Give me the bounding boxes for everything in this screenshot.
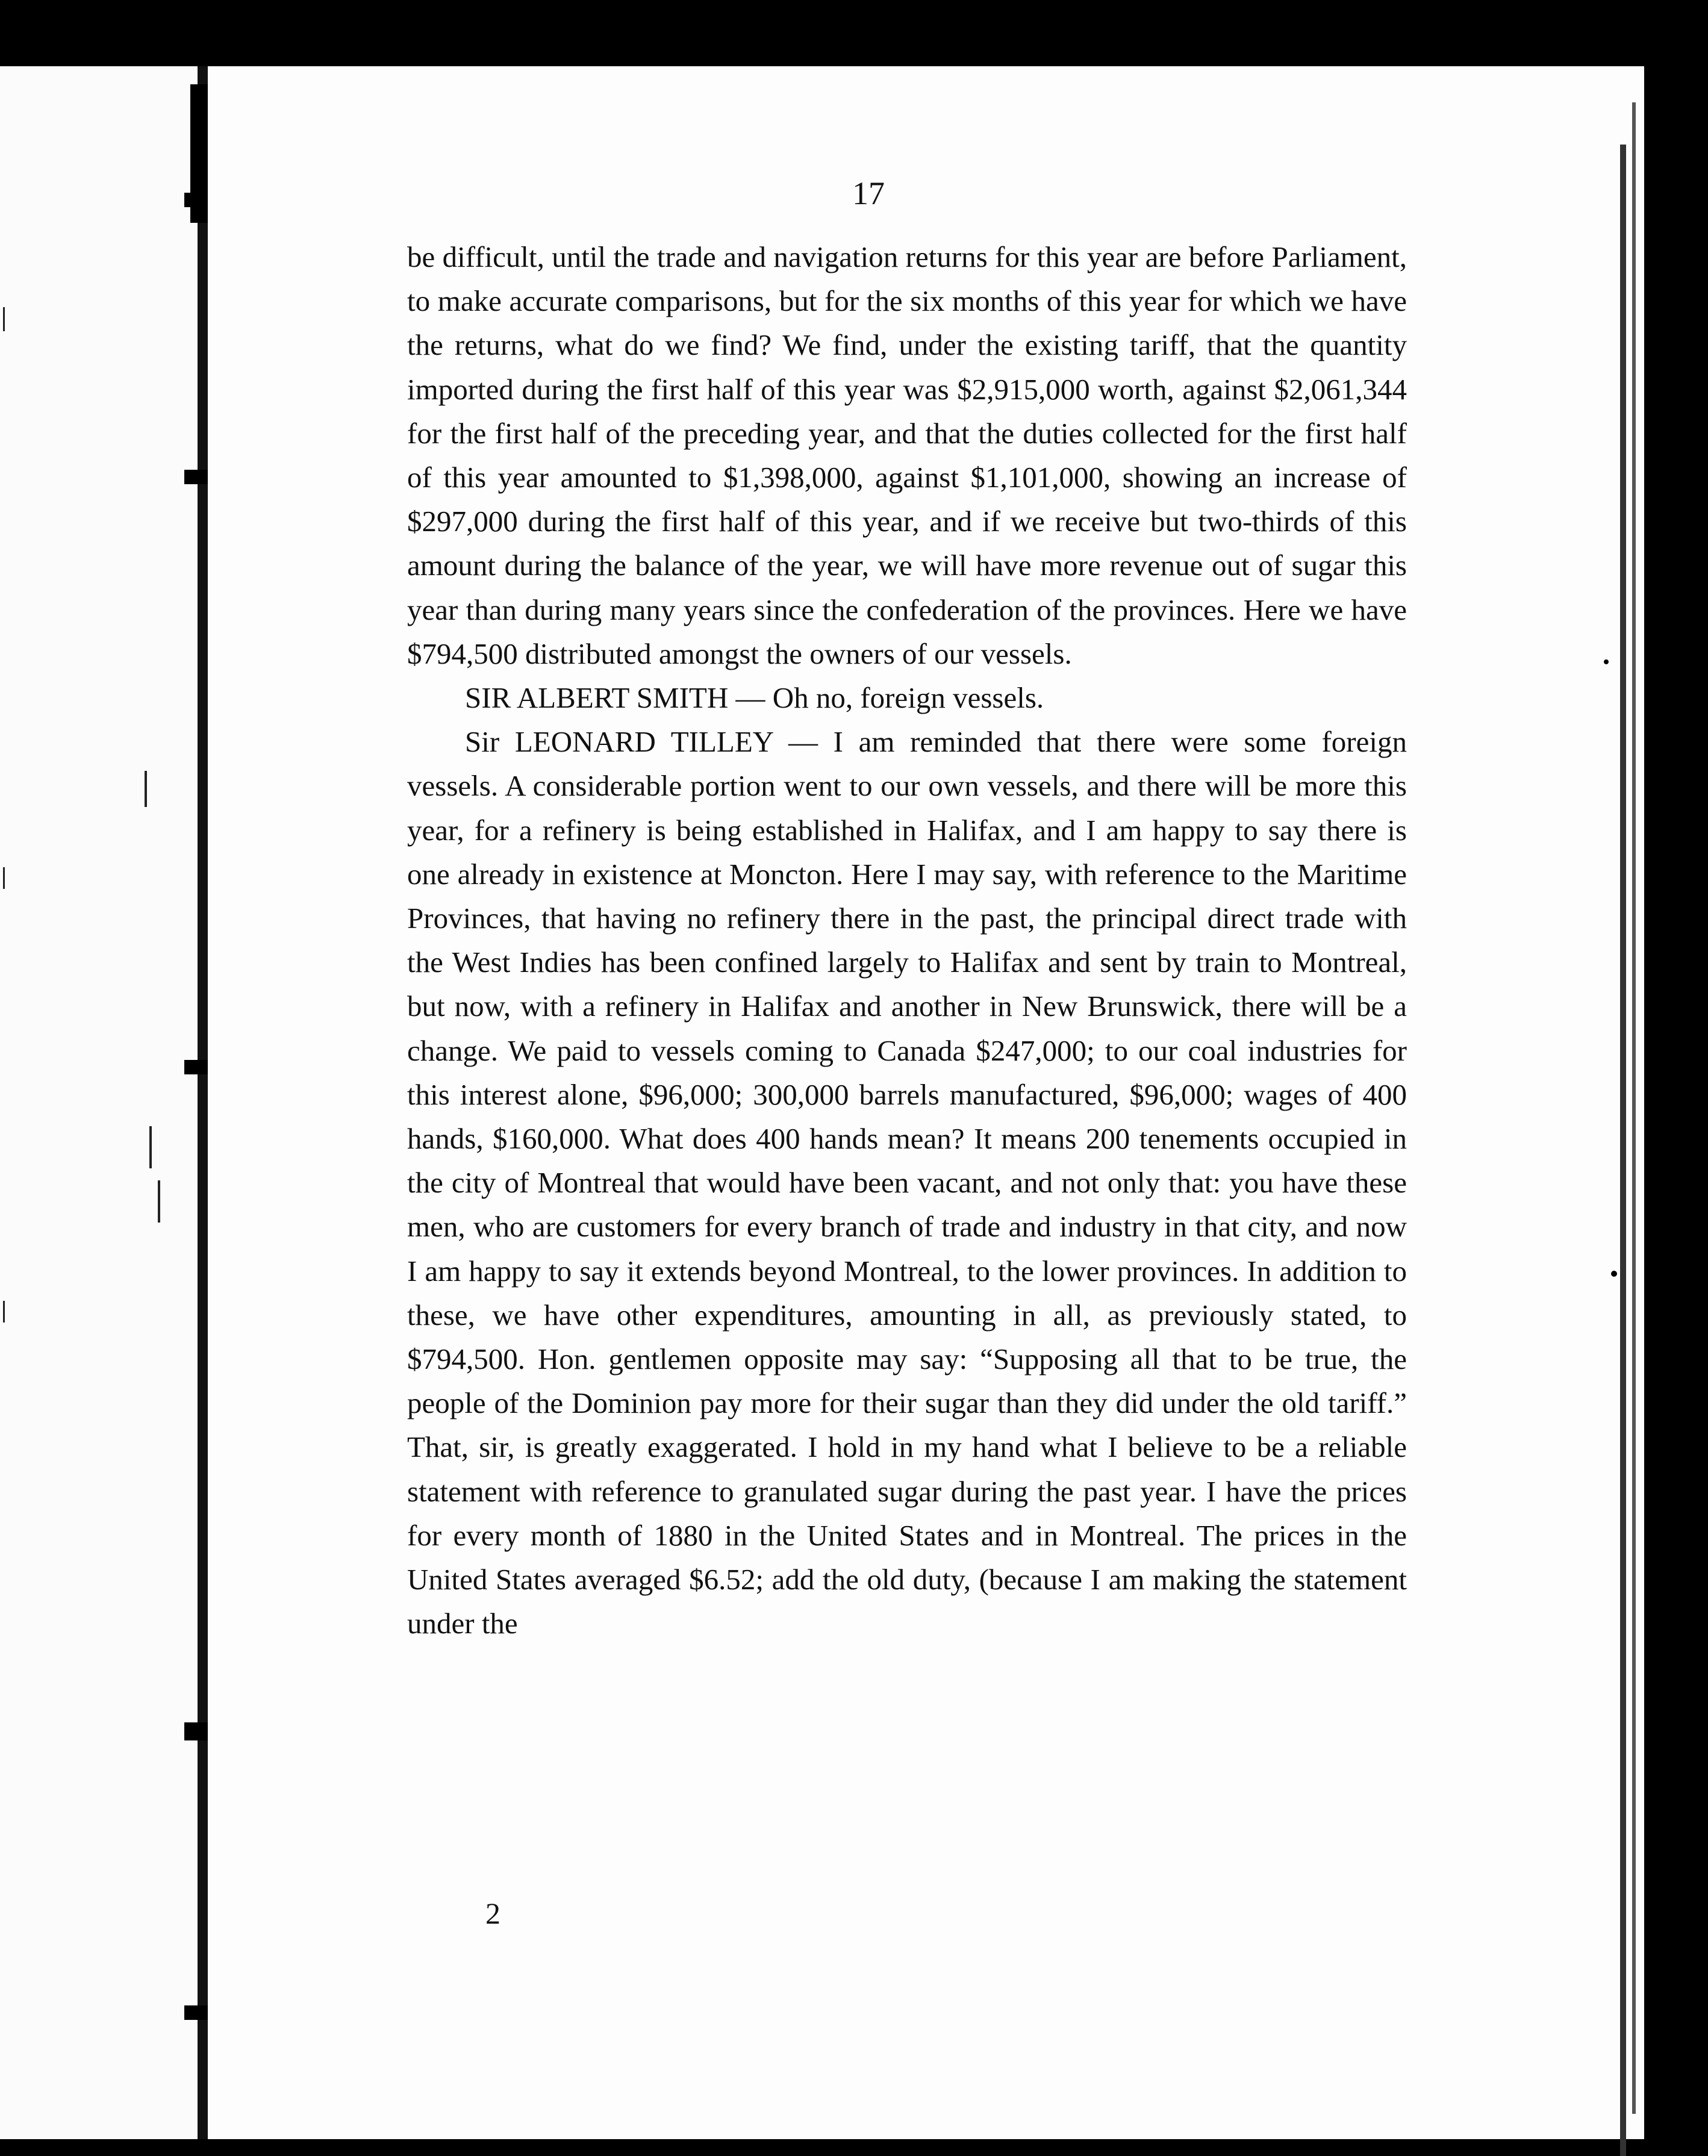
signature-mark: 2	[485, 1896, 500, 1930]
margin-mark	[3, 307, 5, 331]
paragraph: Sir LEONARD TILLEY — I am reminded that there were some foreign vessels. A considerable portion went to our own vessels, and there will be more this year, for a refinery is being established in Halifax, and I am happy to say there is one already in existence at Moncton. Here I may say, with reference to the Maritime Provinces, that having no refinery there in the past, the principal direct trade with the West Indies has been confined largely to Halifax and sent by train to Montreal, but now, with a refinery in Halifax and another in New Brunswick, there will be a change. We paid to vessels coming to Canada $247,000; to our coal industries for this interest alone, $96,000; 300,000 barrels manufactured, $96,000; wages of 400 hands, $160,000. What does 400 hands mean? It means 200 tenements occupied in the city of Montreal that would have been vacant, and not only that: you have these men, who are customers for every branch of trade and industry in that city, and now I am happy to say it extends beyond Montreal, to the lower provinces. In addition to these, we have other expenditures, amounting in all, as previously stated, to $794,500. Hon. gentlemen opposite may say: “Supposing all that to be true, the people of the Dominion pay more for their sugar than they did under the old tariff.” That, sir, is greatly exaggerated. I hold in my hand what I believe to be a reliable statement with reference to granulated sugar during the past year. I have the prices for every month of 1880 in the United States and in Montreal. The prices in the United States averaged $6.52; add the old duty, (because I am making the statement under the	[407, 725, 1407, 1640]
speck	[1604, 659, 1609, 664]
margin-mark	[158, 1180, 160, 1223]
page-edge-shadow	[1620, 145, 1626, 2156]
margin-mark	[3, 867, 5, 889]
page-edge-shadow	[1632, 102, 1636, 2114]
book-spine	[198, 66, 208, 2139]
page-number: 17	[852, 175, 885, 211]
paragraph: be difficult, until the trade and navigation returns for this year are before Parliament, to make accurate comparisons, but for the six months of this year for which we have the returns, what do we find? We find, under the existing tariff, that the quantity imported during the first half of this year was $2,915,000 worth, against $2,061,344 for the first half of the preceding year, and that the duties collected for the first half of this year amounted to $1,398,000, against $1,101,000, showing an increase of $297,000 during the first half of this year, and if we receive but two-thirds of this amount during the balance of the year, we will have more revenue out of sugar this year than during many years since the confederation of the provinces. Here we have $794,500 distributed amongst the owners of our vessels.	[407, 240, 1407, 670]
margin-mark	[3, 1301, 5, 1323]
margin-mark	[145, 771, 147, 807]
speck	[1611, 1271, 1617, 1277]
margin-mark	[149, 1126, 152, 1168]
facing-page-edge	[0, 66, 208, 2139]
paragraph: SIR ALBERT SMITH — Oh no, foreign vessels.	[465, 681, 1044, 715]
body-text	[407, 235, 1407, 1646]
